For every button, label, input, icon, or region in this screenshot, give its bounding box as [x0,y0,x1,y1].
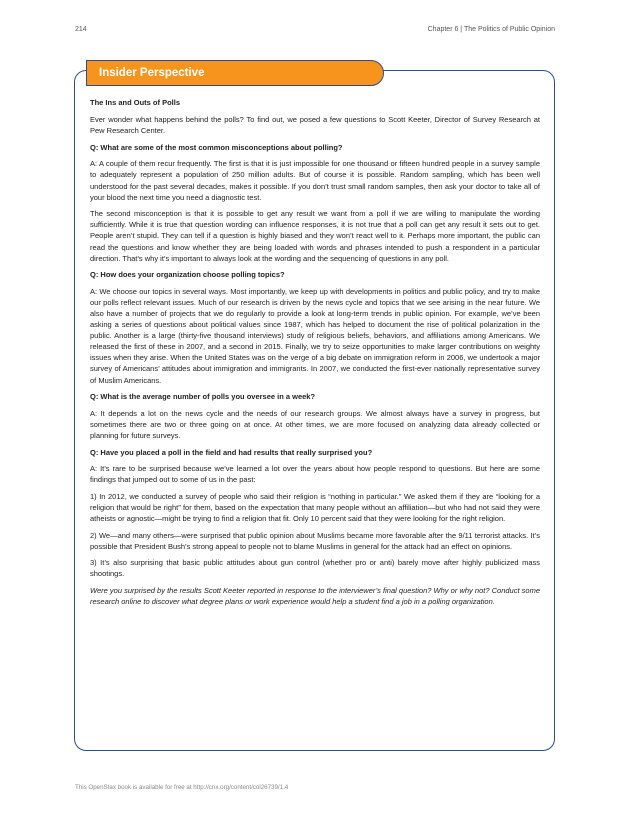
feature-label: Insider Perspective [86,60,384,86]
chapter-title: Chapter 6 | The Politics of Public Opinion [427,26,555,33]
feature-subtitle: The Ins and Outs of Polls [90,98,181,107]
answer-4-item-2: 2) We—and many others—were surprised that public opinion about Muslims became more favorable after the 9/11 terrorist attacks. It’s possible that President Bush’s strong appeal to people not to blame Muslims in general for the attack had an effect on opinions. [90,530,540,551]
answer-4-item-3: 3) It’s also surprising that basic public attitudes about gun control (whether pro or anti) barely move after highly publicized mass shootings. [90,558,540,579]
question-2: Q: How does your organization choose polling topics? [90,270,285,280]
answer-4-item-1: 1) In 2012, we conducted a survey of people who said their religion is “nothing in particular.” We asked them if they are “looking for a religion that would be right” for them, based on the expectation that many people without an affiliation—but who had not said they were atheists or agnostic—might be trying to find a religion that fit. Only 10 percent said that they were looking for the right religion. [90,491,540,523]
question-3: Q: What is the average number of polls you oversee in a week? [90,392,316,402]
intro-paragraph: Ever wonder what happens behind the polls? To find out, we posed a few questions to Scott Keeter, Director of Survey Research at Pew Research Center. [90,115,540,136]
answer-3: A: It depends a lot on the news cycle and the needs of our research groups. We almost always have a survey in progress, but sometimes there are two or three going on at once. At other times, we are more focused on analyzing data already collected or planning for future surveys. [90,408,540,440]
closing-question: Were you surprised by the results Scott Keeter reported in response to the interviewer’s final question? Why or why not? Conduct some research online to discover what degree plans or work experience would help a student find a job in a polling organization. [90,585,540,607]
answer-1-paragraph-1: A: A couple of them recur frequently. The first is that it is just impossible for one thousand or fifteen hundred people in a survey sample to adequately represent a population of 250 million adults. But of course it is possible. Random sampling, which has been well understood for the past several decades, makes it possible. If you don’t trust small random samples, then ask your doctor to take all of your blood the next time you need a diagnostic test. [90,159,540,202]
running-header [75,26,555,38]
answer-4-intro: A: It’s rare to be surprised because we’ve learned a lot over the years about how people respond to questions. But here are some findings that jumped out to some of us in the past: [90,464,540,485]
page-number: 214 [75,26,87,33]
feature-content [90,97,540,613]
question-1: Q: What are some of the most common misconceptions about polling? [90,142,343,152]
footer-note: This OpenStax book is available for free at http://cnx.org/content/col26739/1.4 [75,784,289,791]
answer-1-paragraph-2: The second misconception is that it is possible to get any result we want from a poll if we are willing to manipulate the wording sufficiently. While it is true that question wording can influence responses, it is not true that a poll can get any result it sets out to get. People aren’t stupid. They can tell if a question is highly biased and they won’t react well to it. Perhaps more important, the public can read the questions and know whether they are being loaded with words and phrases intended to push a respondent in a particular direction. That’s why it’s important to always look at the wording and the sequencing of questions in any poll. [90,209,540,263]
answer-2: A: We choose our topics in several ways. Most importantly, we keep up with developments in politics and public policy, and try to make our polls reflect relevant issues. Much of our research is driven by the news cycle and topics that we see arising in the near future. We also have a number of projects that we do regularly to provide a look at long-term trends in public opinion. For example, we’ve been asking a series of questions about political values since 1987, which has helped to document the rise of political polarization in the public. Another is a large (thirty-five thousand interviews) study of religious beliefs, behaviors, and affiliations among Americans. We released the first of these in 2007, and a second in 2015. Finally, we try to seize opportunities to make larger contributions on weighty issues when they arise. When the United States was on the verge of a big debate on immigration reform in 2006, we undertook a major survey of Americans’ attitudes about immigration and immigrants. In 2007, we conducted the first-ever nationally representative survey of Muslim Americans. [90,286,540,385]
question-4: Q: Have you placed a poll in the field and had results that really surprised you? [90,447,373,457]
